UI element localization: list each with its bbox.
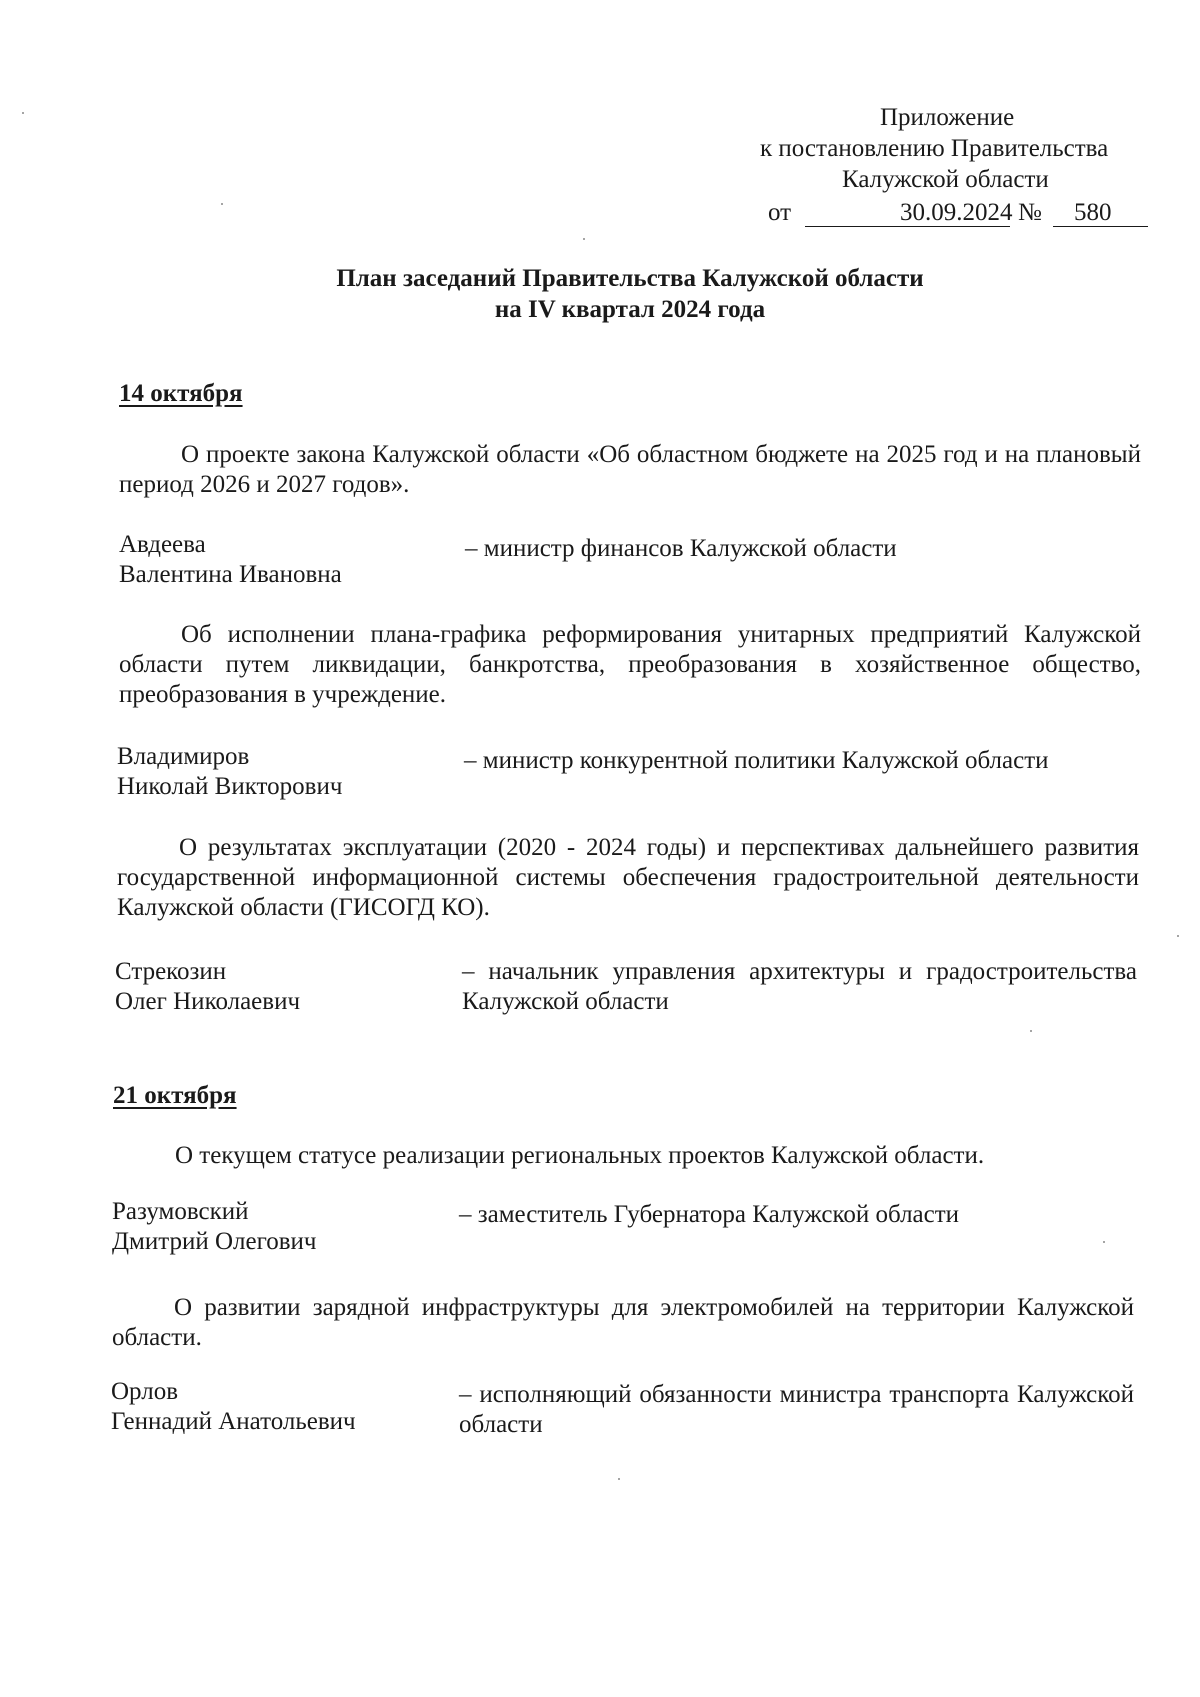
- scan-speck: [1103, 1241, 1105, 1243]
- speaker-role: – начальник управления архитектуры и градостроительства Калужской области: [462, 958, 1137, 1015]
- scan-speck: [583, 238, 585, 240]
- agenda-topic: О развитии зарядной инфраструктуры для электромобилей на территории Калужской области.: [112, 1294, 1134, 1351]
- section-date: 21 октября: [113, 1082, 237, 1109]
- speaker-entry: [117, 742, 1139, 802]
- speaker-surname: Орлов: [111, 1378, 179, 1405]
- scan-speck: [1177, 935, 1179, 937]
- speaker-entry: [115, 957, 1137, 1017]
- speaker-name: Олег Николаевич: [115, 988, 301, 1015]
- speaker-entry: [119, 530, 1141, 590]
- speaker-surname: Авдеева: [119, 531, 206, 558]
- speaker-entry: [111, 1377, 1133, 1437]
- attachment-title: Приложение: [880, 104, 1015, 131]
- attachment-region-line: Калужской области: [842, 166, 1049, 193]
- agenda-topic: О текущем статусе реализации региональных проектов Калужской области.: [175, 1142, 985, 1169]
- document-title: План заседаний Правительства Калужской области: [336, 265, 924, 292]
- agenda-topic: О результатах эксплуатации (2020 - 2024 годы) и перспективах дальнейшего развития государственной информационной системы обеспечения градостроительной деятельности Калужской области (ГИСОГД КО).: [117, 834, 1139, 921]
- speaker-role: – министр финансов Калужской области: [465, 535, 897, 562]
- scan-speck: [221, 203, 223, 205]
- attachment-date-number-line: [760, 198, 1160, 232]
- speaker-name: Валентина Ивановна: [119, 561, 342, 588]
- scan-speck: [618, 1478, 620, 1480]
- attachment-date: 30.09.2024: [900, 199, 1013, 226]
- speaker-name: Николай Викторович: [117, 773, 343, 800]
- scan-speck: [1030, 1030, 1032, 1032]
- agenda-topic: Об исполнении плана-графика реформирования унитарных предприятий Калужской области путем ликвидации, банкротства, преобразования в хозяйственное общество, преобразования в учреждение.: [119, 621, 1141, 708]
- agenda-topic: О проекте закона Калужской области «Об областном бюджете на 2025 год и на плановый период 2026 и 2027 годов».: [119, 441, 1141, 498]
- speaker-surname: Владимиров: [117, 743, 250, 770]
- speaker-role: – исполняющий обязанности министра транспорта Калужской области: [459, 1381, 1134, 1438]
- speaker-role: – министр конкурентной политики Калужской области: [464, 747, 1049, 774]
- document-subtitle: на IV квартал 2024 года: [494, 296, 766, 323]
- number-sign: №: [1018, 199, 1042, 226]
- attachment-resolution-line: к постановлению Правительства: [760, 135, 1109, 162]
- speaker-entry: [112, 1197, 1134, 1257]
- speaker-surname: Разумовский: [112, 1198, 249, 1225]
- section-date: 14 октября: [119, 380, 243, 407]
- speaker-surname: Стрекозин: [115, 958, 227, 985]
- attachment-ot-label: от: [768, 199, 792, 226]
- speaker-role: – заместитель Губернатора Калужской области: [459, 1201, 960, 1228]
- scan-speck: [22, 112, 24, 114]
- speaker-name: Дмитрий Олегович: [112, 1228, 317, 1255]
- attachment-number: 580: [1074, 199, 1112, 226]
- speaker-name: Геннадий Анатольевич: [111, 1408, 356, 1435]
